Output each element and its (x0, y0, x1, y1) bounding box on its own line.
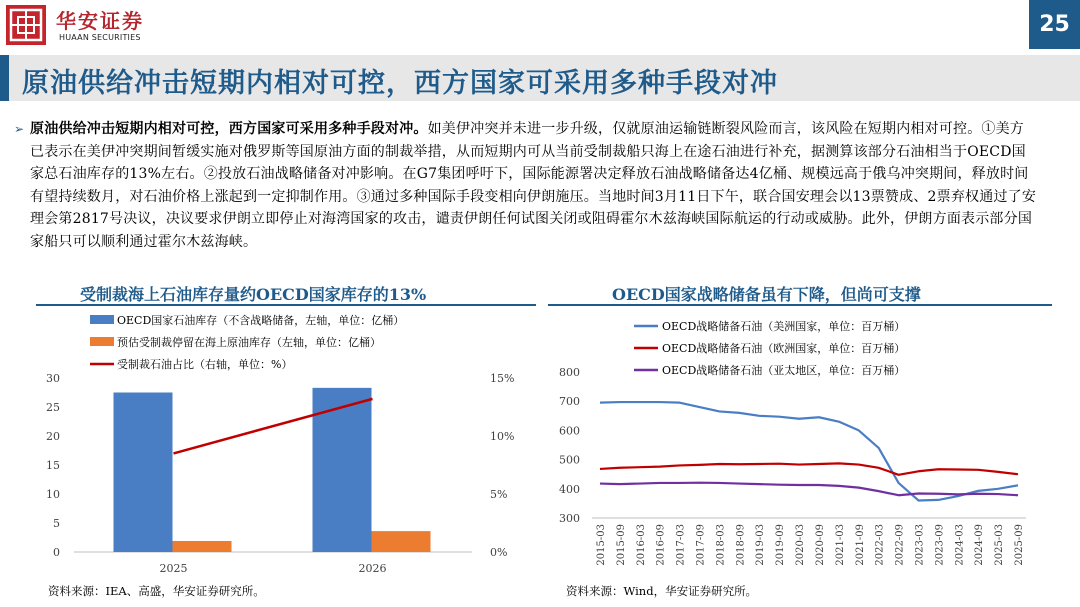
right-chart (548, 306, 1052, 580)
y-tick-label: 300 (559, 512, 580, 525)
line-oecd-asia-pacific (600, 483, 1018, 496)
x-tick-label: 2018-09 (735, 524, 747, 566)
legend-label-1: 预估受制裁停留在海上原油库存（左轴，单位：亿桶） (117, 336, 381, 349)
x-tick-label: 2025-09 (1014, 524, 1025, 566)
bar-sanctioned-oil-2025 (173, 541, 232, 552)
x-tick-label: 2017-09 (695, 524, 707, 566)
x-tick-label: 2017-03 (675, 524, 687, 566)
page-title: 原油供给冲击短期内相对可控，西方国家可采用多种手段对冲 (22, 68, 778, 99)
x-tick-label: 2018-03 (715, 524, 727, 566)
y-left-tick-label: 5 (53, 517, 60, 530)
x-tick-label: 2023-03 (914, 524, 926, 566)
y-tick-label: 500 (559, 453, 580, 467)
y-left-tick-label: 25 (46, 401, 60, 414)
left-chart-source: 资料来源：IEA、高盛，华安证券研究所。 (48, 584, 265, 598)
x-tick-label: 2026 (358, 562, 387, 575)
y-left-tick-label: 10 (46, 488, 60, 501)
x-tick-label: 2020-09 (814, 524, 826, 566)
legend-label-1: OECD战略储备石油（欧洲国家，单位：百万桶） (662, 342, 906, 355)
y-left-tick-label: 30 (46, 372, 60, 385)
x-tick-label: 2021-09 (854, 524, 866, 566)
x-tick-label: 2016-03 (635, 524, 647, 566)
title-bar (0, 55, 1080, 101)
legend-label-0: OECD战略储备石油（美洲国家，单位：百万桶） (662, 320, 906, 333)
logo-text-cn: 华安证券 (56, 9, 144, 33)
y-right-tick-label: 0% (490, 546, 508, 559)
left-chart (36, 306, 536, 580)
y-tick-label: 400 (559, 482, 580, 496)
x-tick-label: 2019-03 (755, 524, 767, 566)
body-lead: 原油供给冲击短期内相对可控，西方国家可采用多种手段对冲。 (30, 121, 428, 137)
y-tick-label: 600 (559, 424, 580, 438)
y-left-tick-label: 15 (46, 459, 60, 472)
left-chart-title: 受制裁海上石油库存量约OECD国家库存的13% (80, 285, 427, 304)
x-tick-label: 2022-09 (894, 524, 906, 566)
logo-seal-icon (6, 5, 46, 45)
legend-label-2: 受制裁石油占比（右轴，单位：%） (117, 358, 293, 371)
x-tick-label: 2015-09 (615, 524, 627, 566)
legend-swatch-0 (90, 315, 114, 324)
x-tick-label: 2020-03 (795, 524, 807, 566)
legend-label-2: OECD战略储备石油（亚太地区，单位：百万桶） (662, 364, 906, 377)
company-logo-icon (6, 5, 46, 45)
right-chart-title: OECD国家战略储备虽有下降，但尚可支撑 (612, 285, 921, 304)
x-tick-label: 2025-03 (994, 524, 1006, 566)
right-chart-source: 资料来源：Wind，华安证券研究所。 (566, 584, 758, 598)
line-oecd-europe (600, 463, 1018, 474)
y-tick-label: 700 (559, 395, 580, 409)
bar-sanctioned-oil-2026 (372, 531, 431, 552)
legend-label-0: OECD国家石油库存（不含战略储备，左轴，单位：亿桶） (117, 314, 405, 327)
x-tick-label: 2024-03 (954, 524, 966, 566)
y-left-tick-label: 20 (46, 430, 60, 443)
x-tick-label: 2021-03 (834, 524, 846, 566)
bar-oecd-inventory-2025 (114, 393, 173, 553)
y-tick-label: 800 (559, 366, 580, 379)
title-accent (0, 55, 9, 101)
y-right-tick-label: 15% (490, 372, 515, 385)
page-number: 25 (1029, 0, 1080, 49)
x-tick-label: 2015-03 (596, 524, 607, 566)
legend-swatch-1 (90, 337, 114, 346)
x-tick-label: 2022-03 (874, 524, 886, 566)
y-right-tick-label: 10% (490, 430, 515, 443)
x-tick-label: 2025 (159, 562, 188, 575)
x-tick-label: 2023-09 (934, 524, 946, 566)
x-tick-label: 2019-09 (775, 524, 787, 566)
y-left-tick-label: 0 (53, 546, 60, 559)
logo-text-en: HUAAN SECURITIES (59, 33, 141, 42)
bullet-arrow-icon: ➢ (14, 122, 25, 136)
body-text: 如美伊冲突并未进一步升级，仅就原油运输链断裂风险而言，该风险在短期内相对可控。①美方已表示在美伊冲突期间暂缓实施对俄罗斯等国原油方面的制裁举措，从而短期内可从当前受制裁船只海上在途石油进行补充，据测算该部分石油相当于OECD国家总石油库存的13%左右。②投放石油战略储备对冲影响。在G7集团呼吁下，国际能源署决定释放石油战略储备达4亿桶、规模远高于俄乌冲突期间，释放时间有望持续数月，对石油价格上涨起到一定抑制作用。③通过多种国际手段变相向伊朗施压。当地时间3月11日下午，联合国安理会以13票赞成、2票弃权通过了安理会第2817号决议，决议要求伊朗立即停止对海湾国家的攻击，谴责伊朗任何试图关闭或阻碍霍尔木兹海峡国际航运的行动或威胁。此外，伊朗方面表示部分国家船只可以顺利通过霍尔木兹海峡。 (30, 121, 1037, 250)
x-tick-label: 2016-09 (655, 524, 667, 566)
x-tick-label: 2024-09 (974, 524, 986, 566)
y-right-tick-label: 5% (490, 488, 508, 501)
body-paragraph (14, 118, 1038, 253)
